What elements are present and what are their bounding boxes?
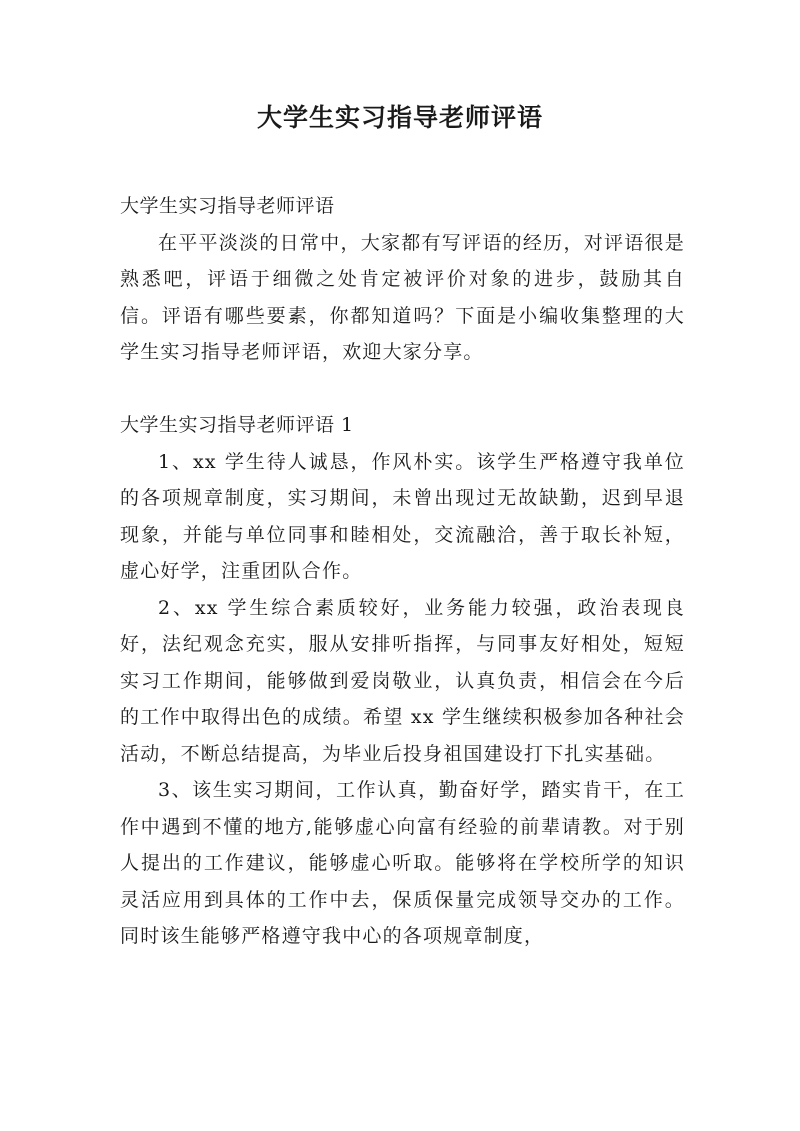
- section-heading: 大学生实习指导老师评语 1: [120, 414, 354, 436]
- comment-item-2: 2、xx 学生综合素质较好，业务能力较强，政治表现良好，法纪观念充实，服从安排听指挥，与同事友好相处，短短实习工作期间，能够做到爱岗敬业，认真负责，相信会在今后的工作中取得出色的成绩。希望 xx 学生继续积极参加各种社会活动，不断总结提高，为毕业后投身祖国建设打下扎实基础。: [120, 596, 685, 765]
- intro-paragraph: 在平平淡淡的日常中，大家都有写评语的经历，对评语很是熟悉吧，评语于细微之处肯定被评价对象的进步，鼓励其自信。评语有哪些要素，你都知道吗？下面是小编收集整理的大学生实习指导老师评语，欢迎大家分享。: [120, 231, 685, 363]
- document-title: 大学生实习指导老师评语: [256, 103, 543, 132]
- intro-heading: 大学生实习指导老师评语: [120, 195, 335, 217]
- comment-item-1: 1、xx 学生待人诚恳，作风朴实。该学生严格遵守我单位的各项规章制度，实习期间，未曾出现过无故缺勤，迟到早退现象，并能与单位同事和睦相处，交流融洽，善于取长补短，虚心好学，注重团队合作。: [120, 450, 685, 582]
- comment-item-3: 3、该生实习期间，工作认真，勤奋好学，踏实肯干，在工作中遇到不懂的地方,能够虚心向富有经验的前辈请教。对于别人提出的工作建议，能够虚心听取。能够将在学校所学的知识灵活应用到具体的工作中去，保质保量完成领导交办的工作。同时该生能够严格遵守我中心的各项规章制度，: [120, 779, 685, 947]
- spacer: [120, 371, 685, 408]
- document-body: [120, 188, 685, 955]
